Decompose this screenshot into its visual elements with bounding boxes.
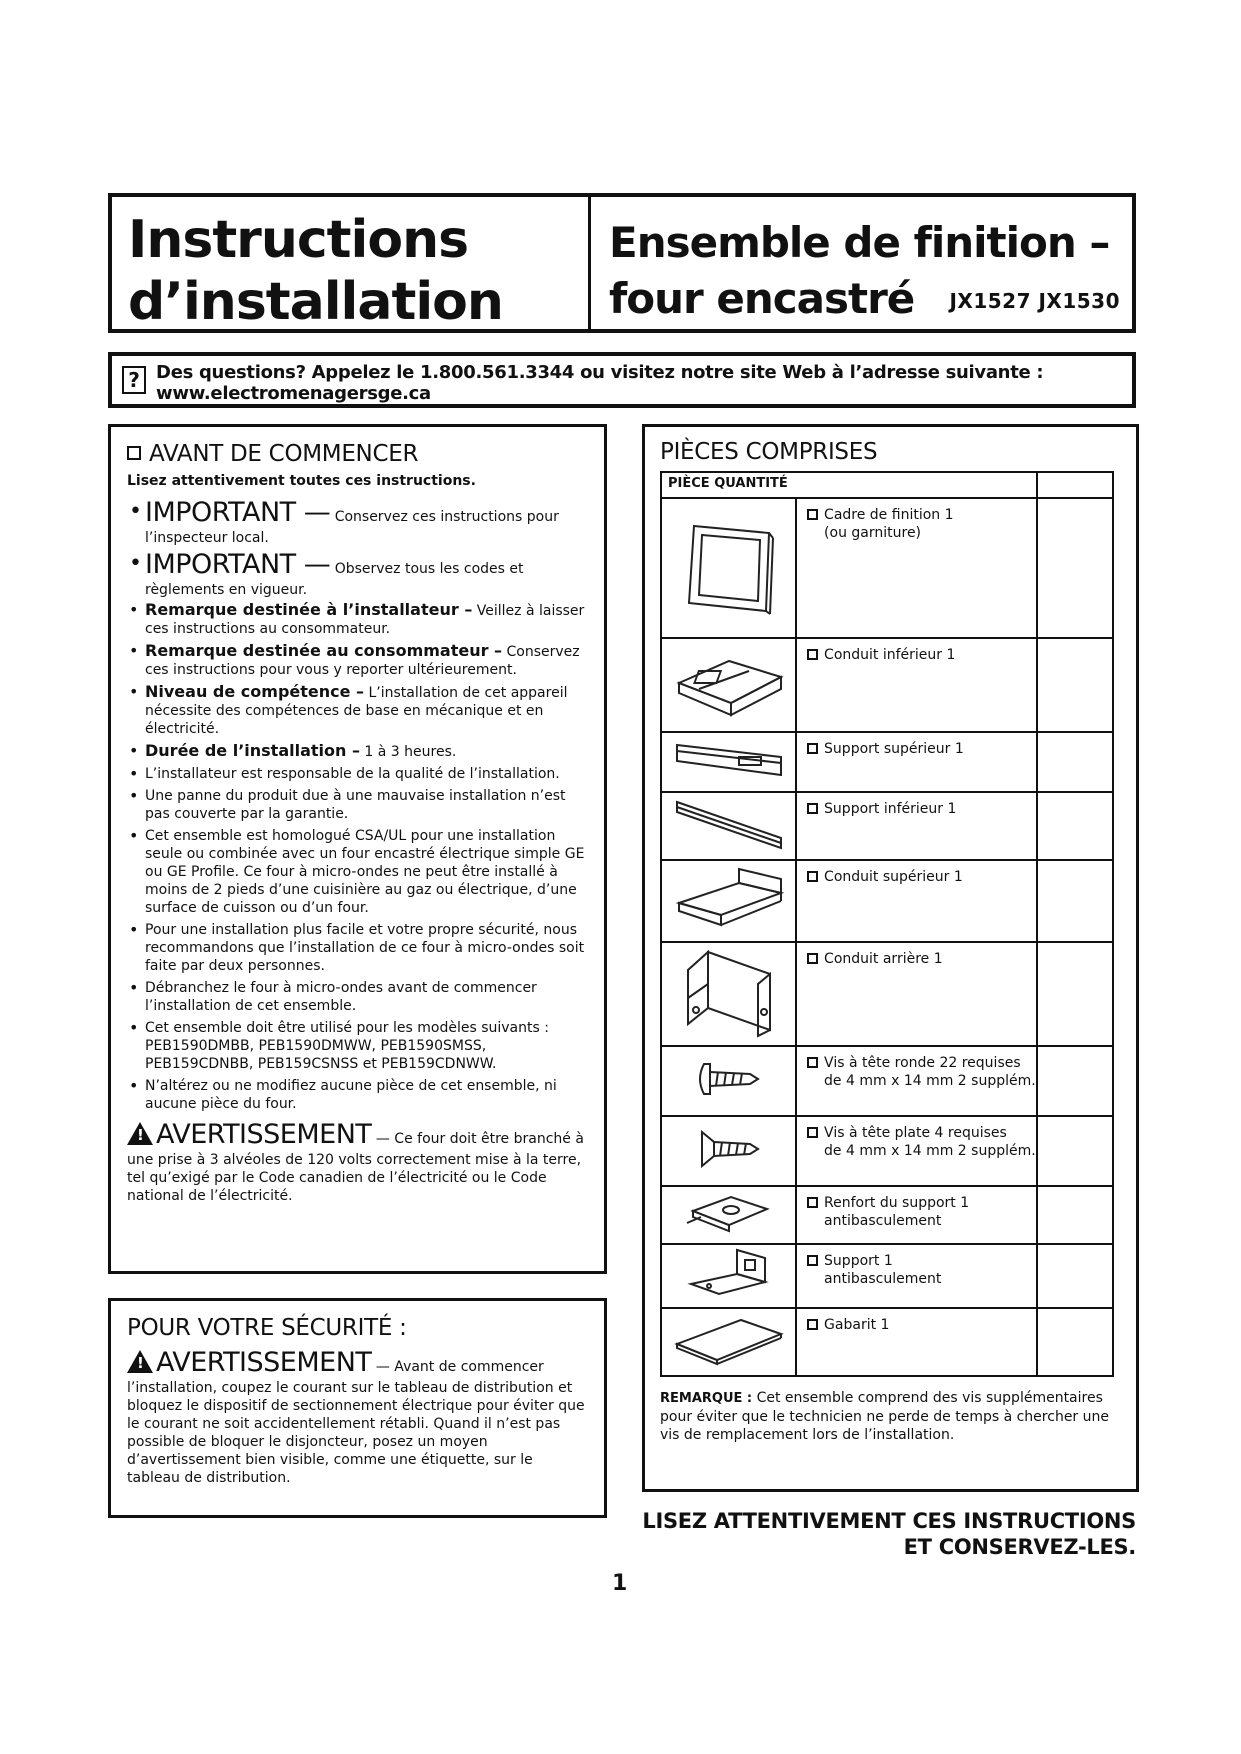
part-name: Conduit inférieur 1: [824, 647, 956, 663]
table-row: [661, 1244, 1113, 1308]
checkbox-icon[interactable]: [807, 1197, 818, 1208]
skill-heading: Niveau de compétence –: [145, 682, 365, 701]
table-row: [661, 860, 1113, 942]
warning-title: AVERTISSEMENT: [156, 1119, 372, 1150]
quantity-cell: [1037, 1116, 1113, 1186]
safety-title: POUR VOTRE SÉCURITÉ :: [127, 1315, 407, 1341]
table-row: [661, 732, 1113, 792]
list-item: • Débranchez le four à micro-ondes avant de commencer l’installation de cet ensemble.: [127, 979, 590, 1015]
read-notice-line2: ET CONSERVEZ-LES.: [903, 1535, 1136, 1559]
part-description: [796, 860, 1037, 942]
part-name: Support supérieur 1: [824, 741, 964, 757]
lower-duct-icon: [661, 638, 796, 732]
doc-title-line1: Instructions: [128, 210, 469, 270]
warning-triangle-icon: [127, 1122, 153, 1145]
warning-title: AVERTISSEMENT: [156, 1347, 372, 1378]
skill-text: L’installation de cet appareil nécessite des compétences de base en mécanique et en électricité.: [145, 685, 568, 737]
table-row: [661, 498, 1113, 638]
safety-warning: [127, 1347, 590, 1487]
part-name: Support 1: [824, 1253, 893, 1269]
part-name-line2: antibasculement: [824, 1271, 942, 1287]
list-item: [127, 549, 590, 599]
note-text: Cet ensemble comprend des vis supplémentaires pour éviter que le technicien ne perde de temps à chercher une vis de remplacement lors de l’installation.: [660, 1390, 1109, 1443]
part-description: [796, 1116, 1037, 1186]
question-mark-icon: ?: [122, 366, 146, 394]
part-name: Vis à tête plate 4 requises: [824, 1125, 1007, 1141]
before-lead: Lisez attentivement toutes ces instructions.: [127, 473, 476, 489]
table-row: [661, 1186, 1113, 1244]
title-cell: [112, 197, 591, 332]
list-item: • Cet ensemble est homologué CSA/UL pour une installation seule ou combinée avec un four encastré électrique simple GE ou GE Profile. Ce four à micro-ondes ne peut être installé à moins de 2 pieds d’une cuisinière au gaz ou électrique, d’une surface de cuisson ou d’un four.: [127, 827, 590, 917]
list-item: • L’installateur est responsable de la qualité de l’installation.: [127, 765, 590, 783]
lower-bracket-icon: [661, 792, 796, 860]
table-row: [661, 638, 1113, 732]
important-text: Observez tous les codes et règlements en vigueur.: [145, 561, 524, 598]
template-icon: [661, 1308, 796, 1376]
parts-column-header: PIÈCE QUANTITÉ: [661, 472, 1037, 498]
parts-title: PIÈCES COMPRISES: [660, 439, 878, 465]
checkbox-icon[interactable]: [807, 1127, 818, 1138]
part-description: [796, 942, 1037, 1046]
doc-title-line2: d’installation: [128, 272, 503, 332]
checkbox-icon[interactable]: [807, 743, 818, 754]
note-text: Conservez ces instructions pour vous y reporter ultérieurement.: [145, 644, 580, 678]
list-item: [127, 683, 590, 738]
part-name: Cadre de finition 1: [824, 507, 954, 523]
list-item: • N’altérez ou ne modifiez aucune pièce de cet ensemble, ni aucune pièce du four.: [127, 1077, 590, 1113]
checkbox-icon[interactable]: [127, 446, 141, 460]
important-heading: IMPORTANT —: [145, 549, 331, 580]
header-box: [108, 193, 1136, 333]
part-name-line2: de 4 mm x 14 mm 2 supplém.: [824, 1143, 1036, 1159]
rear-duct-icon: [661, 942, 796, 1046]
trim-frame-icon: [661, 498, 796, 638]
table-row: [661, 1116, 1113, 1186]
product-title-line1: Ensemble de finition –: [609, 218, 1110, 267]
page-number: 1: [612, 1571, 628, 1596]
anti-tip-bracket-icon: [661, 1244, 796, 1308]
note-heading: Remarque destinée à l’installateur –: [145, 600, 473, 619]
part-description: [796, 498, 1037, 638]
warning-text: — Ce four doit être branché à une prise à 3 alvéoles de 120 volts correctement mise à la terre, tel qu’exigé par le Code canadien de l’électricité ou le Code national de l’électricité.: [127, 1131, 584, 1204]
note-text: Veillez à laisser ces instructions au consommateur.: [145, 603, 585, 637]
note-label: REMARQUE :: [660, 1391, 753, 1406]
checkbox-icon[interactable]: [807, 509, 818, 520]
before-list: [127, 497, 590, 1113]
upper-bracket-icon: [661, 732, 796, 792]
part-name-line2: antibasculement: [824, 1213, 942, 1229]
checkbox-icon[interactable]: [807, 953, 818, 964]
part-description: [796, 792, 1037, 860]
read-and-save-notice: [642, 1508, 1136, 1560]
quantity-cell: [1037, 1308, 1113, 1376]
part-name-line2: (ou garniture): [824, 525, 922, 541]
product-cell: [591, 197, 1132, 329]
parts-column-header-blank: [1037, 472, 1113, 498]
upper-duct-icon: [661, 860, 796, 942]
note-heading: Remarque destinée au consommateur –: [145, 641, 503, 660]
table-row: [661, 1308, 1113, 1376]
important-heading: IMPORTANT —: [145, 497, 331, 528]
list-item: [127, 742, 590, 761]
checkbox-icon[interactable]: [807, 803, 818, 814]
quantity-cell: [1037, 942, 1113, 1046]
electrical-warning: [127, 1119, 590, 1205]
warning-text: — Avant de commencer l’installation, coupez le courant sur le tableau de distribution et bloquez le dispositif de sectionnement électrique pour éviter que le courant ne soit accidentellement rétabli. Quand il n’est pas possible de bloquer le disjoncteur, posez un moyen d’avertissement bien visible, comme une étiquette, sur le tableau de distribution.: [127, 1359, 585, 1486]
quantity-cell: [1037, 1244, 1113, 1308]
list-item: • Cet ensemble doit être utilisé pour les modèles suivants : PEB1590DMBB, PEB1590DMWW, PEB1590SMSS, PEB159CDNBB, PEB159CSNSS et PEB159CDNWW.: [127, 1019, 590, 1073]
parts-table: [660, 471, 1114, 1377]
checkbox-icon[interactable]: [807, 1057, 818, 1068]
part-description: [796, 1186, 1037, 1244]
before-title-text: AVANT DE COMMENCER: [149, 441, 419, 467]
quantity-cell: [1037, 732, 1113, 792]
duration-heading: Durée de l’installation –: [145, 741, 360, 760]
anti-tip-reinforcement-icon: [661, 1186, 796, 1244]
duration-text: 1 à 3 heures.: [364, 744, 457, 760]
model-numbers: JX1527 JX1530: [949, 289, 1120, 313]
part-description: [796, 732, 1037, 792]
safety-panel: [108, 1298, 607, 1518]
warning-triangle-icon: [127, 1350, 153, 1373]
part-description: [796, 1046, 1037, 1116]
part-name-line2: de 4 mm x 14 mm 2 supplém.: [824, 1073, 1036, 1089]
round-head-screw-icon: [661, 1046, 796, 1116]
table-row: [661, 1046, 1113, 1116]
part-name: Conduit arrière 1: [824, 951, 943, 967]
part-name: Gabarit 1: [824, 1317, 890, 1333]
table-row: [661, 792, 1113, 860]
list-item: • Une panne du produit due à une mauvaise installation n’est pas couverte par la garantie.: [127, 787, 590, 823]
checkbox-icon[interactable]: [807, 1255, 818, 1266]
part-name: Support inférieur 1: [824, 801, 957, 817]
parts-included-panel: [642, 424, 1139, 1492]
quantity-cell: [1037, 498, 1113, 638]
part-name: Vis à tête ronde 22 requises: [824, 1055, 1021, 1071]
questions-text: Des questions? Appelez le 1.800.561.3344 ou visitez notre site Web à l’adresse suivante : www.electromenagersge.ca: [156, 362, 1044, 404]
parts-note: [660, 1389, 1120, 1444]
table-row: [661, 942, 1113, 1046]
list-item: [127, 601, 590, 638]
checkbox-icon[interactable]: [807, 1319, 818, 1330]
part-name: Renfort du support 1: [824, 1195, 970, 1211]
list-item: [127, 642, 590, 679]
checkbox-icon[interactable]: [807, 871, 818, 882]
quantity-cell: [1037, 1186, 1113, 1244]
read-notice-line1: LISEZ ATTENTIVEMENT CES INSTRUCTIONS: [642, 1509, 1136, 1533]
list-item: • Pour une installation plus facile et votre propre sécurité, nous recommandons que l’installation de ce four à micro-ondes soit faite par deux personnes.: [127, 921, 590, 975]
checkbox-icon[interactable]: [807, 649, 818, 660]
before-title: [127, 441, 590, 467]
part-description: [796, 638, 1037, 732]
part-description: [796, 1244, 1037, 1308]
important-text: Conservez ces instructions pour l’inspecteur local.: [145, 509, 559, 546]
part-name: Conduit supérieur 1: [824, 869, 963, 885]
list-item: [127, 497, 590, 547]
questions-bar: [108, 352, 1136, 408]
product-title-line2: four encastré: [609, 274, 915, 323]
part-description: [796, 1308, 1037, 1376]
before-you-begin-panel: [108, 424, 607, 1274]
flat-head-screw-icon: [661, 1116, 796, 1186]
quantity-cell: [1037, 1046, 1113, 1116]
quantity-cell: [1037, 860, 1113, 942]
quantity-cell: [1037, 792, 1113, 860]
quantity-cell: [1037, 638, 1113, 732]
